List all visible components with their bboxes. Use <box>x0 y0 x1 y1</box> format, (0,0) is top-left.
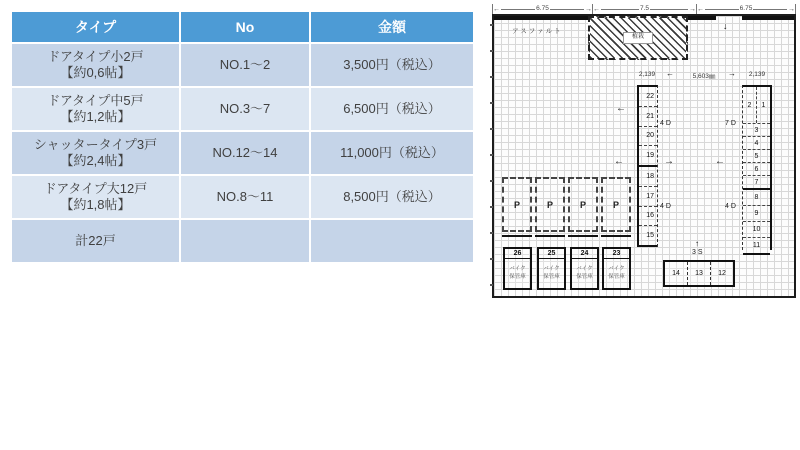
type-name: ドアタイプ小2戸 <box>47 48 144 64</box>
storage-unit: 18 <box>639 167 657 187</box>
table-row <box>12 44 473 86</box>
cell-price: 11,000円（税込） <box>311 132 473 174</box>
storage-unit: 8 <box>743 190 770 206</box>
storage-unit: 7 <box>743 176 770 190</box>
floor-plan <box>492 4 796 298</box>
bike-storage-box <box>602 247 631 290</box>
dimension-value: 6.75 <box>739 4 753 12</box>
storage-unit: 13 <box>687 262 711 285</box>
price-table <box>10 10 475 264</box>
dim-right: 2,139 <box>748 71 766 78</box>
cell-price: 6,500円（税込） <box>311 88 473 130</box>
storage-unit: 22 <box>639 87 657 107</box>
storage-unit: 20 <box>639 127 657 147</box>
bike-storage-box <box>537 247 566 290</box>
cell-price <box>311 220 473 262</box>
bike-box-number: 24 <box>572 249 597 259</box>
dim-line <box>650 9 688 10</box>
cell-no: NO.12～14 <box>181 132 309 174</box>
dimension-segment <box>492 4 592 14</box>
aisle-arrow-right-icon: → <box>664 156 674 167</box>
storage-unit: 14 <box>672 270 680 277</box>
stall-stop-bar <box>568 235 598 237</box>
dim-arrow-left-icon: ← <box>493 5 500 13</box>
price-table-header-row <box>12 12 473 42</box>
table-row <box>12 88 473 130</box>
table-row <box>12 132 473 174</box>
parking-stall: P <box>502 177 532 232</box>
cell-no: NO.8～11 <box>181 176 309 218</box>
parking-stall: P <box>568 177 598 232</box>
stall-stop-bar <box>601 235 631 237</box>
storage-strip-right <box>742 85 772 250</box>
small-unit-pair <box>743 87 770 124</box>
shutter-arrow-up-icon: ↑ <box>695 239 699 248</box>
bike-box-label: バイク 保管庫 <box>608 266 625 280</box>
cell-no: NO.1～2 <box>181 44 309 86</box>
storage-unit: 17 <box>639 187 657 207</box>
dim-arrow-right-icon: → <box>689 5 697 13</box>
label-4d-mid-lower: 4 D <box>660 203 671 210</box>
wall-segment <box>742 16 794 20</box>
shutter-unit-block <box>663 260 735 287</box>
left-tick-marks <box>490 24 493 290</box>
cell-price: 3,500円（税込） <box>311 44 473 86</box>
dimension-segment <box>696 4 796 14</box>
dim-line <box>705 9 739 10</box>
parking-stall: P <box>601 177 631 232</box>
bike-storage-box <box>503 247 532 290</box>
header-type: タイプ <box>12 12 179 42</box>
cell-type <box>12 44 179 86</box>
dimension-segment <box>592 4 696 14</box>
cell-no <box>181 220 309 262</box>
storage-unit: 9 <box>743 206 770 222</box>
bike-box-label: バイク 保管庫 <box>509 266 526 280</box>
aisle-arrow-left-icon: ← <box>614 156 624 167</box>
storage-unit: 11 <box>743 238 770 255</box>
dimension-value: 6.75 <box>536 4 549 12</box>
label-4d-mid-upper: 4 D <box>660 120 671 127</box>
bike-box-number: 23 <box>604 249 629 259</box>
cell-type <box>12 132 179 174</box>
table-row-total <box>12 220 473 262</box>
label-7d: 7 D <box>725 120 736 127</box>
storage-unit: 1 <box>761 101 766 109</box>
table-row <box>12 176 473 218</box>
storage-unit: 6 <box>743 163 770 176</box>
wall-segment <box>494 16 588 20</box>
label-4d-right: 4 D <box>725 203 736 210</box>
type-name: ドアタイプ大12戸 <box>43 180 148 196</box>
storage-unit: 3 <box>743 124 770 137</box>
site-plan-area <box>492 14 796 298</box>
type-size: 【約0,6帖】 <box>60 65 131 80</box>
label-3s: 3 S <box>692 249 703 256</box>
cell-no: NO.3～7 <box>181 88 309 130</box>
dim-arrow-right-icon: → <box>585 5 592 13</box>
dim-arrow-right-icon: → <box>728 69 736 78</box>
header-no: No <box>181 12 309 42</box>
aisle-arrow-left-icon: ← <box>616 103 626 114</box>
wall-segment <box>688 16 716 20</box>
storage-unit: 5 <box>743 150 770 163</box>
storage-unit: 10 <box>743 222 770 238</box>
cell-type <box>12 176 179 218</box>
dimension-value: 7.5 <box>639 4 650 12</box>
storage-unit: 21 <box>639 107 657 127</box>
storage-unit: 12 <box>718 270 726 277</box>
dim-line <box>550 9 584 10</box>
dim-line <box>753 9 787 10</box>
planting-hatch-area <box>588 16 688 60</box>
dim-line <box>501 9 535 10</box>
dim-arrow-right-icon: → <box>788 5 795 13</box>
cell-total: 計22戸 <box>12 220 179 262</box>
type-name: ドアタイプ中5戸 <box>47 92 144 108</box>
bike-box-number: 25 <box>539 249 564 259</box>
parking-stall: P <box>535 177 565 232</box>
storage-strip-middle <box>637 85 658 247</box>
type-name: シャッタータイプ3戸 <box>33 136 158 152</box>
header-price: 金額 <box>311 12 473 42</box>
storage-unit: 4 <box>743 137 770 150</box>
storage-unit: 16 <box>639 207 657 227</box>
type-size: 【約2,4帖】 <box>60 153 131 168</box>
dim-arrow-left-icon: ← <box>666 69 674 78</box>
entrance-arrow-icon: ↓ <box>723 21 728 31</box>
dim-arrow-left-icon: ← <box>697 5 704 13</box>
asphalt-label: アスファルト <box>512 28 563 35</box>
bike-box-label: バイク 保管庫 <box>543 266 560 280</box>
stall-stop-bar <box>502 235 532 237</box>
type-size: 【約1,2帖】 <box>60 109 131 124</box>
dim-line <box>601 9 639 10</box>
type-size: 【約1,8帖】 <box>60 197 131 212</box>
storage-unit: 2 <box>743 87 757 123</box>
dim-center: 5,603㎜ <box>692 73 716 80</box>
dim-left: 2,139 <box>638 71 656 78</box>
cell-price: 8,500円（税込） <box>311 176 473 218</box>
bike-storage-box <box>570 247 599 290</box>
storage-unit: 15 <box>639 226 657 247</box>
cell-type <box>12 88 179 130</box>
top-dimension-line <box>492 4 796 14</box>
storage-unit: 19 <box>639 146 657 167</box>
bike-box-number: 26 <box>505 249 530 259</box>
bike-box-label: バイク 保管庫 <box>576 266 593 280</box>
stall-stop-bar <box>535 235 565 237</box>
aisle-arrow-left-icon: ← <box>715 156 725 167</box>
dim-arrow-left-icon: ← <box>593 5 600 13</box>
planting-label: 植栽 <box>623 32 653 43</box>
